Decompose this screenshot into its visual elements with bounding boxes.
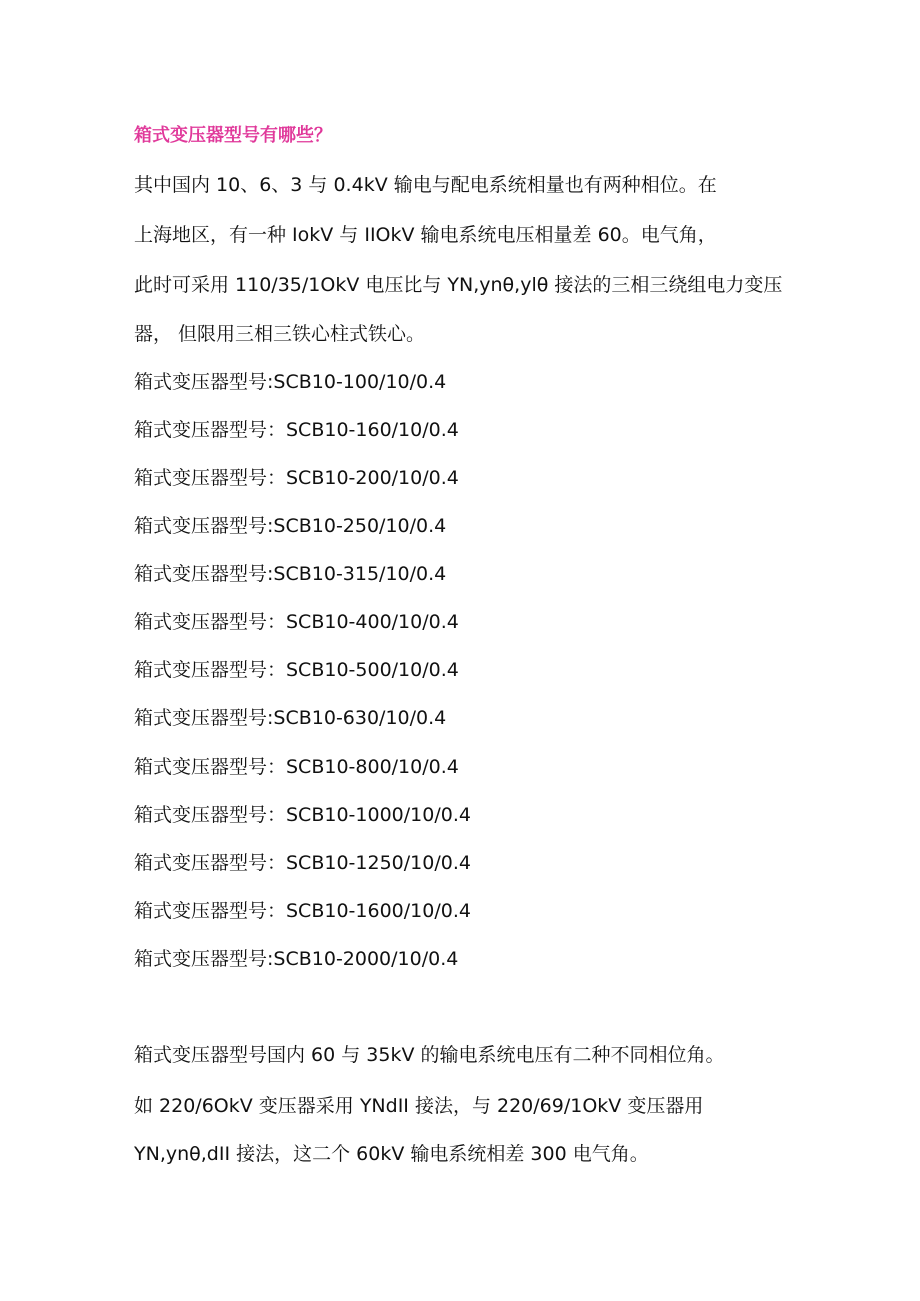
intro-line-2: 上海地区，有一种 IokV 与 IIOkV 输电系统电压相量差 60。电气角， [134,224,717,246]
outro-line-3: YN,ynθ,dII 接法，这二个 60kV 输电系统相差 300 电气角。 [134,1143,649,1165]
model-line: 箱式变压器型号：SCB10-1000/10/0.4 [134,804,471,826]
model-line: 箱式变压器型号:SCB10-2000/10/0.4 [134,948,459,970]
model-line: 箱式变压器型号:SCB10-250/10/0.4 [134,515,447,537]
model-line: 箱式变压器型号：SCB10-500/10/0.4 [134,659,459,681]
intro-line-4: 器， 但限用三相三铁心柱式铁心。 [134,323,426,345]
outro-line-2: 如 220/6OkV 变压器采用 YNdII 接法，与 220/69/1OkV 变压器用 [134,1095,704,1117]
model-line: 箱式变压器型号：SCB10-160/10/0.4 [134,419,459,441]
model-line: 箱式变压器型号：SCB10-1600/10/0.4 [134,900,471,922]
model-line: 箱式变压器型号:SCB10-315/10/0.4 [134,563,447,585]
model-line: 箱式变压器型号：SCB10-200/10/0.4 [134,467,459,489]
intro-line-3: 此时可采用 110/35/1OkV 电压比与 YN,ynθ,ylθ 接法的三相三绕组电力变压 [134,274,783,296]
model-line: 箱式变压器型号:SCB10-100/10/0.4 [134,371,447,393]
model-line: 箱式变压器型号：SCB10-800/10/0.4 [134,756,459,778]
document-title: 箱式变压器型号有哪些？ [134,125,332,146]
model-line: 箱式变压器型号：SCB10-1250/10/0.4 [134,852,471,874]
model-line: 箱式变压器型号:SCB10-630/10/0.4 [134,707,447,729]
intro-line-1: 其中国内 10、6、3 与 0.4kV 输电与配电系统相量也有两种相位。在 [134,174,717,196]
outro-line-1: 箱式变压器型号国内 60 与 35kV 的输电系统电压有二种不同相位角。 [134,1044,725,1066]
model-line: 箱式变压器型号：SCB10-400/10/0.4 [134,611,459,633]
